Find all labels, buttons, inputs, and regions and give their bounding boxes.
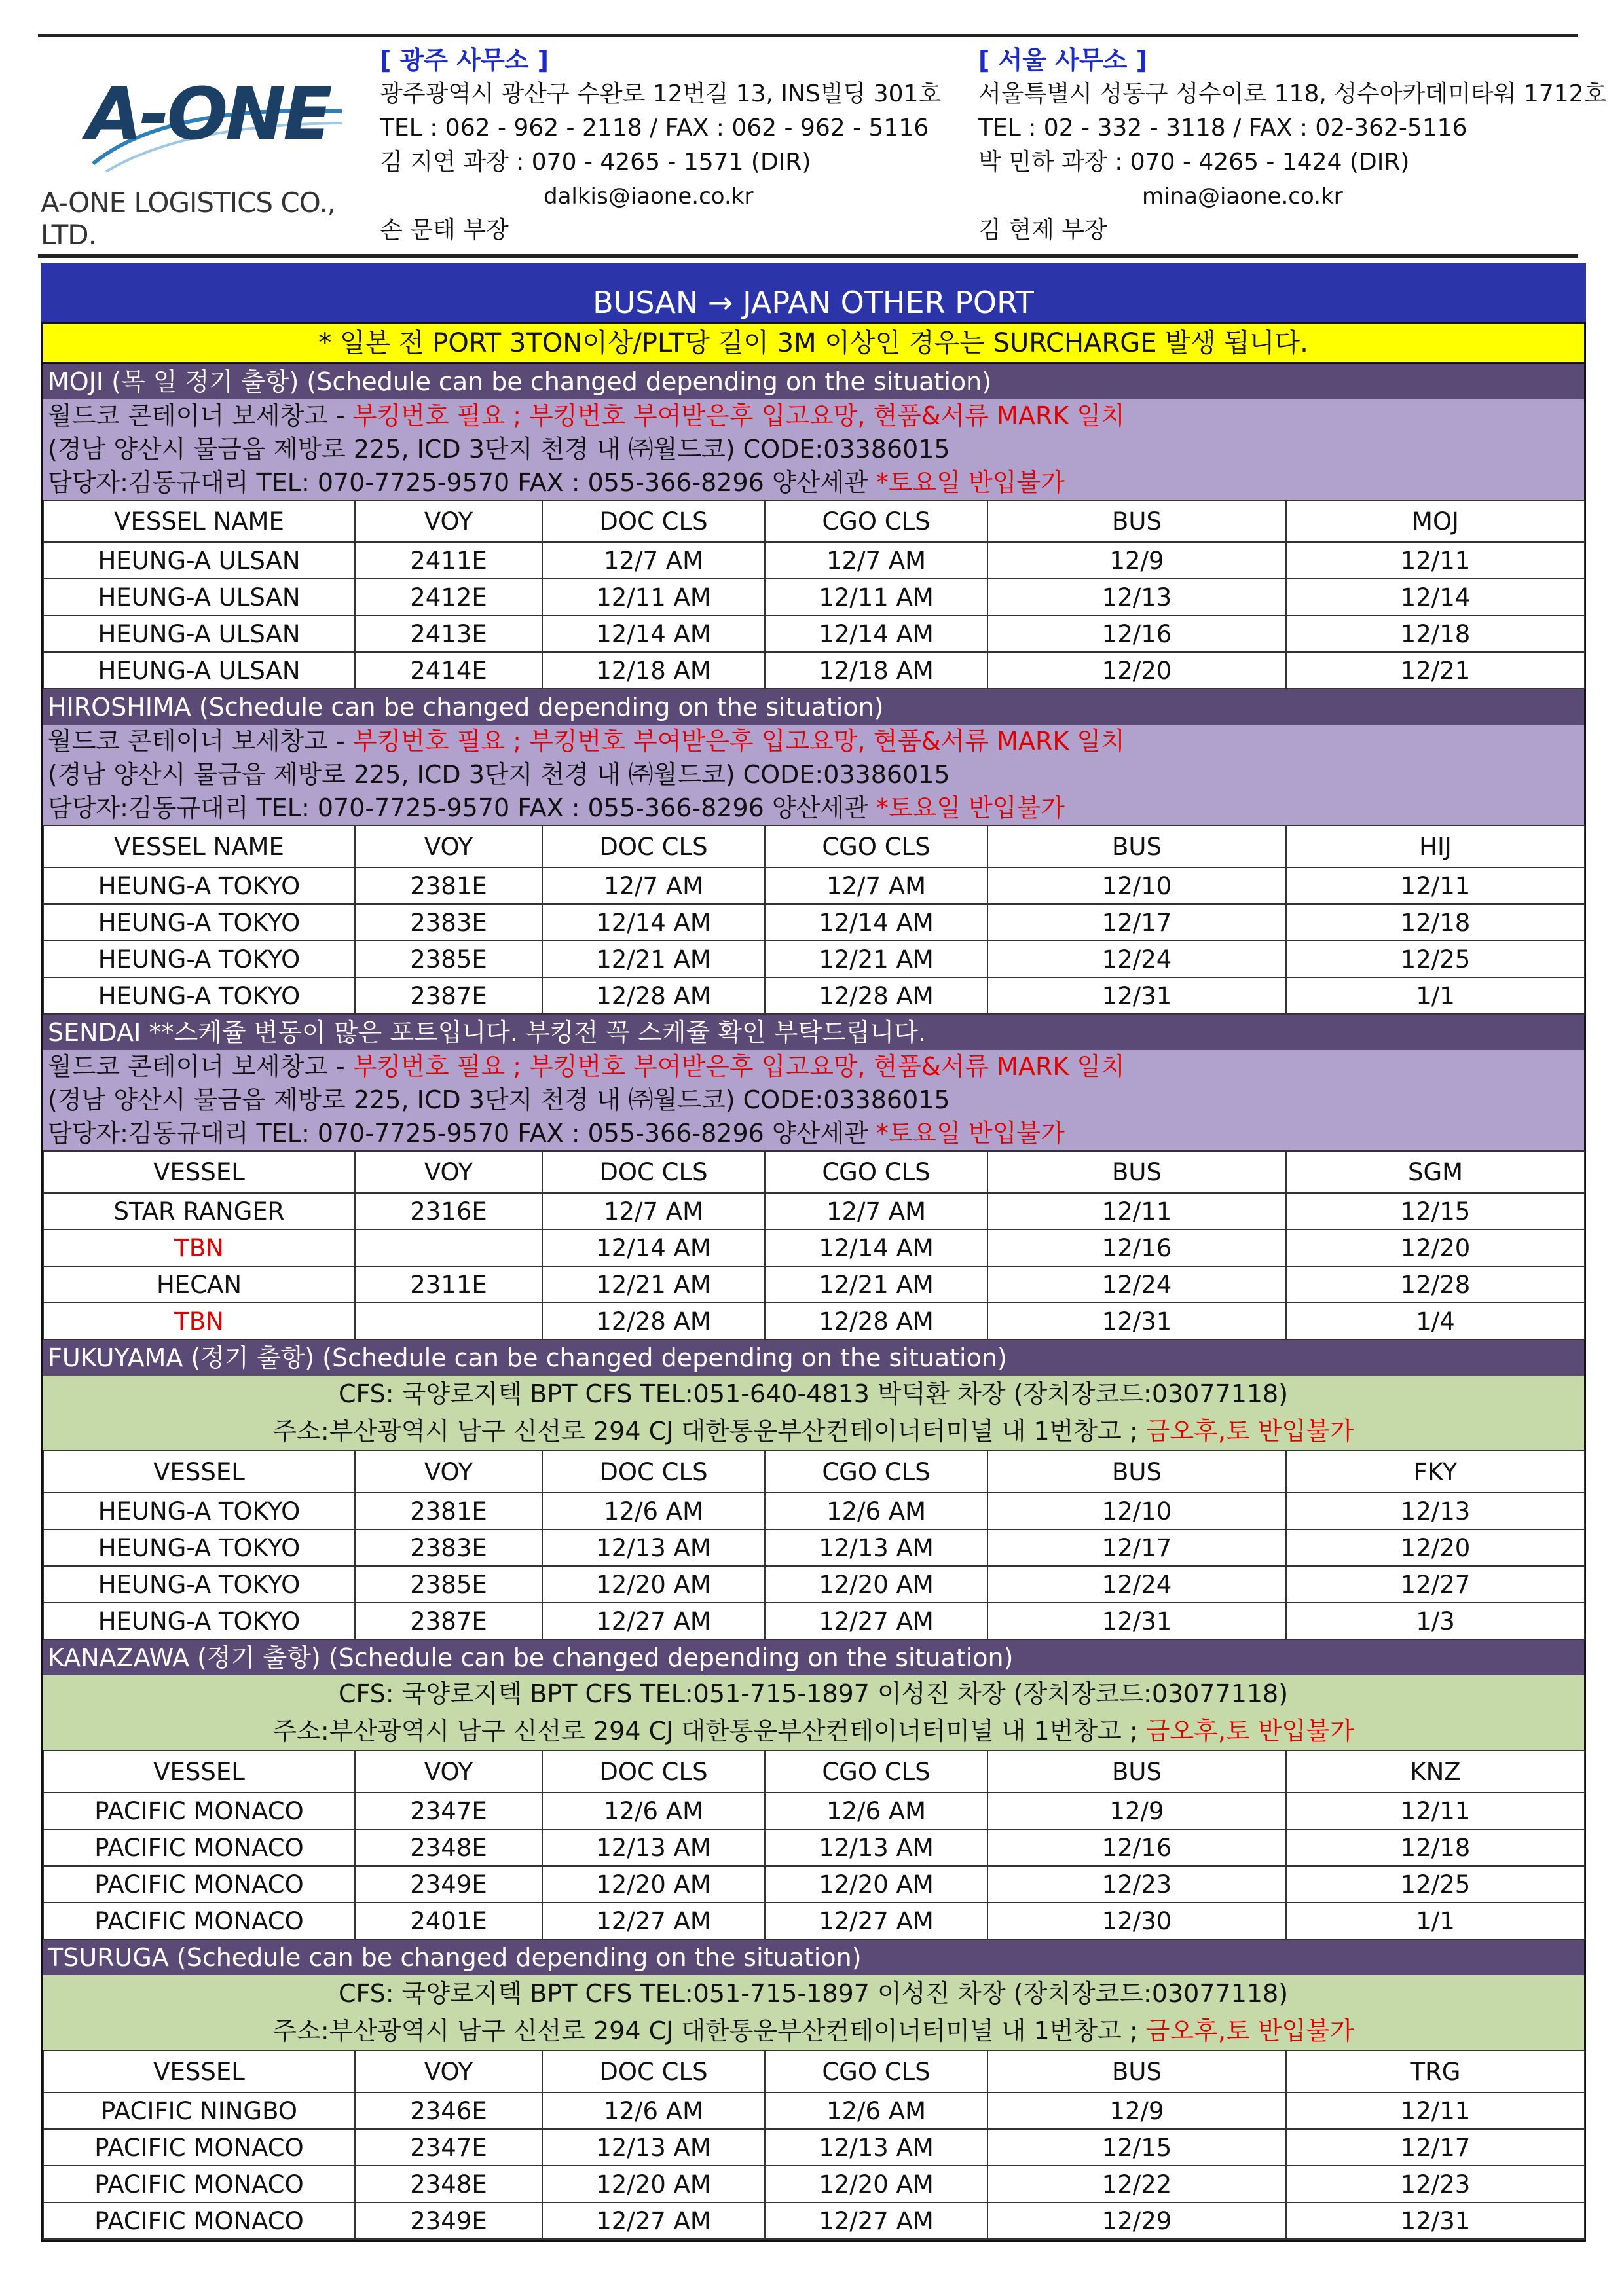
table-row [43,1866,1585,1903]
table-cell: 1/3 [1286,1603,1585,1639]
cfs-address: 주소:부산광역시 남구 신선로 294 CJ 대한통운부산컨테이너터미널 내 1번창고 ; [272,1717,1146,1745]
table-cell: 12/31 [987,1303,1286,1339]
table-header-row [43,826,1585,867]
cfs-info-tsuruga [43,1975,1584,2050]
column-header: VOY [355,1151,542,1193]
table-row [43,615,1585,652]
table-cell: 2383E [355,1529,542,1566]
table-cell: 12/18 [1286,615,1585,652]
column-header: VESSEL [43,1151,355,1193]
table-cell: PACIFIC MONACO [43,1829,355,1866]
table-row [43,579,1585,615]
cfs-saturday-note: *토요일 반입불가 [876,1119,1065,1148]
port-header-fukuyama: FUKUYAMA (정기 출항) (Schedule can be changed depending on the situation) [43,1340,1584,1376]
table-row [43,1603,1585,1639]
table-cell: 12/17 [987,904,1286,941]
table-cell: 12/14 AM [542,1230,765,1266]
table-header-row [43,1751,1585,1793]
table-cell: 1/1 [1286,1903,1585,1939]
table-cell: 2414E [355,652,542,689]
schedule-table-sendai [43,1150,1585,1340]
table-cell: 12/21 AM [765,1266,987,1303]
schedule-warning: **스케쥴 변동이 많은 포트입니다. 부킹전 꼭 스케쥴 확인 부탁드립니다. [149,1018,927,1047]
table-cell: 12/28 AM [542,977,765,1014]
port-header-kanazawa: KANAZAWA (정기 출항) (Schedule can be changed depending on the situation) [43,1640,1584,1675]
cfs-contact: 담당자:김동규대리 TEL: 070-7725-9570 FAX : 055-366-8296 양산세관 [48,1119,876,1148]
table-cell: 12/28 AM [542,1303,765,1339]
table-cell: 2347E [355,2129,542,2166]
table-cell: 12/11 [1286,2092,1585,2129]
column-header: VESSEL [43,1751,355,1793]
cfs-address: 주소:부산광역시 남구 신선로 294 CJ 대한통운부산컨테이너터미널 내 1번창고 ; [272,1417,1146,1446]
column-header: VOY [355,2050,542,2092]
column-header: TRG [1286,2050,1585,2092]
column-header: DOC CLS [542,1151,765,1193]
table-cell: 1/1 [1286,977,1585,1014]
column-header: BUS [987,826,1286,867]
table-cell: 12/17 [1286,2129,1585,2166]
surcharge-notice [43,324,1584,364]
surcharge-notice-text: * 일본 전 PORT 3TON이상/PLT당 길이 3M 이상인 경우는 SURCHARGE 발생 됩니다. [318,328,1308,358]
table-cell: HEUNG-A TOKYO [43,1493,355,1529]
office-address: 광주광역시 광산구 수완로 12번길 13, INS빌딩 301호 [380,81,942,107]
table-cell: 12/28 AM [765,977,987,1014]
table-cell: 12/29 [987,2202,1286,2239]
table-cell: PACIFIC MONACO [43,2166,355,2202]
table-cell: 12/9 [987,542,1286,579]
table-cell: 2387E [355,977,542,1014]
top-rule [38,34,1578,37]
office-tel-fax: TEL : 02 - 332 - 3118 / FAX : 02-362-5116 [978,115,1467,141]
office-email[interactable]: mina@iaone.co.kr [1142,183,1343,210]
table-cell: 2348E [355,1829,542,1866]
cfs-info-moji [43,399,1584,500]
table-row [43,1829,1585,1866]
table-cell: 2349E [355,1866,542,1903]
column-header: DOC CLS [542,826,765,867]
table-header-row [43,2050,1585,2092]
logo-mark: A-ONE [86,72,330,156]
cfs-line: CFS: 국양로지텍 BPT CFS TEL:051-715-1897 이성진 차장 (장치장코드:03077118) [338,1979,1289,2008]
cfs-booking-note: 부킹번호 필요 ; 부킹번호 부여받은후 입고요망, 현품&서류 MARK 일치 [352,1052,1125,1081]
cfs-contact: 담당자:김동규대리 TEL: 070-7725-9570 FAX : 055-366-8296 양산세관 [48,793,876,822]
table-cell: 12/6 AM [765,2092,987,2129]
table-cell: 12/14 AM [765,904,987,941]
cfs-booking-note: 부킹번호 필요 ; 부킹번호 부여받은후 입고요망, 현품&서류 MARK 일치 [352,401,1125,430]
table-cell: PACIFIC MONACO [43,1793,355,1829]
table-cell: 12/18 [1286,1829,1585,1866]
column-header: CGO CLS [765,826,987,867]
table-cell: 2349E [355,2202,542,2239]
cfs-warehouse: 월드코 콘테이너 보세창고 - [48,727,353,756]
table-cell: 12/13 AM [765,1829,987,1866]
table-cell: 12/18 AM [542,652,765,689]
route-banner: BUSAN → JAPAN OTHER PORT [41,263,1586,322]
table-cell: 12/21 AM [542,1266,765,1303]
cfs-info-hiroshima [43,725,1584,825]
table-cell: 12/17 [987,1529,1286,1566]
column-header: BUS [987,1751,1286,1793]
table-cell: 12/13 AM [542,1529,765,1566]
office-contact: 박 민하 과장 : 070 - 4265 - 1424 (DIR) [978,149,1410,175]
table-cell: 12/20 AM [542,1566,765,1603]
cfs-warehouse: 월드코 콘테이너 보세창고 - [48,401,353,430]
column-header: BUS [987,1151,1286,1193]
table-cell: 12/27 [1286,1566,1585,1603]
table-cell: 12/21 AM [765,941,987,977]
seoul-office [978,43,1606,247]
office-address: 서울특별시 성동구 성수이로 118, 성수아카데미타워 1712호 [978,81,1607,107]
column-header: CGO CLS [765,1751,987,1793]
table-cell: TBN [43,1230,355,1266]
cfs-info-kanazawa [43,1675,1584,1750]
table-row [43,1903,1585,1939]
header-rule [38,254,1578,258]
table-cell: 12/13 [1286,1493,1585,1529]
table-row [43,1493,1585,1529]
table-cell: 12/20 [987,652,1286,689]
table-cell: HECAN [43,1266,355,1303]
port-name: SENDAI [48,1018,149,1047]
table-cell: 12/14 AM [765,615,987,652]
table-cell: 12/31 [1286,2202,1585,2239]
column-header: CGO CLS [765,2050,987,2092]
cfs-restriction-note: 금오후,토 반입불가 [1145,1417,1354,1446]
cfs-warehouse: 월드코 콘테이너 보세창고 - [48,1052,353,1081]
cfs-info-sendai [43,1050,1584,1150]
column-header: VESSEL NAME [43,500,355,542]
table-cell: 12/13 AM [542,2129,765,2166]
table-cell: 12/16 [987,1829,1286,1866]
table-cell: 2385E [355,1566,542,1603]
table-cell: 1/4 [1286,1303,1585,1339]
table-cell: 12/11 [1286,1793,1585,1829]
table-cell: HEUNG-A ULSAN [43,652,355,689]
table-row [43,941,1585,977]
table-row [43,652,1585,689]
cfs-address: (경남 양산시 물금읍 제방로 225, ICD 3단지 천경 내 ㈜월드코) CODE:03386015 [48,435,950,464]
column-header: BUS [987,2050,1286,2092]
schedule-table-moji [43,500,1585,689]
table-header-row [43,1451,1585,1493]
table-row [43,1303,1585,1339]
table-cell: 12/11 [1286,542,1585,579]
table-cell: 2346E [355,2092,542,2129]
table-cell: 12/7 AM [542,542,765,579]
table-cell: 12/24 [987,1266,1286,1303]
cfs-address: (경남 양산시 물금읍 제방로 225, ICD 3단지 천경 내 ㈜월드코) CODE:03386015 [48,760,950,789]
table-cell: TBN [43,1303,355,1339]
table-cell: 12/13 [987,579,1286,615]
cfs-address: (경남 양산시 물금읍 제방로 225, ICD 3단지 천경 내 ㈜월드코) CODE:03386015 [48,1085,950,1114]
table-cell: PACIFIC MONACO [43,2202,355,2239]
column-header: VESSEL [43,2050,355,2092]
column-header: HIJ [1286,826,1585,867]
column-header: CGO CLS [765,500,987,542]
table-row [43,1793,1585,1829]
table-cell: 12/14 AM [542,904,765,941]
cfs-booking-note: 부킹번호 필요 ; 부킹번호 부여받은후 입고요망, 현품&서류 MARK 일치 [352,727,1125,756]
table-header-row [43,1151,1585,1193]
table-cell: 12/9 [987,1793,1286,1829]
table-cell: 2347E [355,1793,542,1829]
table-cell: 12/20 [1286,1230,1585,1266]
port-header-moji: MOJI (목 일 정기 출항) (Schedule can be changed depending on the situation) [43,364,1584,399]
schedule-table-fukuyama [43,1450,1585,1640]
column-header: VOY [355,826,542,867]
column-header: VOY [355,1751,542,1793]
table-cell [355,1230,542,1266]
column-header: DOC CLS [542,2050,765,2092]
table-row [43,1529,1585,1566]
port-header-sendai [43,1015,1584,1050]
table-cell: 12/9 [987,2092,1286,2129]
table-cell: 12/18 [1286,904,1585,941]
table-cell: 12/28 AM [765,1303,987,1339]
table-cell: 12/16 [987,615,1286,652]
table-row [43,1566,1585,1603]
cfs-saturday-note: *토요일 반입불가 [876,468,1065,497]
table-cell: PACIFIC NINGBO [43,2092,355,2129]
table-cell: PACIFIC MONACO [43,1903,355,1939]
port-header-tsuruga: TSURUGA (Schedule can be changed depending on the situation) [43,1940,1584,1975]
table-cell: 12/24 [987,1566,1286,1603]
table-header-row [43,500,1585,542]
gwangju-office [380,43,941,247]
table-cell: 12/14 AM [542,615,765,652]
table-cell: 12/20 AM [765,1566,987,1603]
table-cell: 12/15 [1286,1193,1585,1230]
table-cell: 12/13 AM [542,1829,765,1866]
table-cell [355,1303,542,1339]
table-cell: 12/21 AM [542,941,765,977]
table-cell: 12/27 AM [542,2202,765,2239]
table-cell: 12/6 AM [542,1493,765,1529]
table-cell: 2411E [355,542,542,579]
table-cell: 12/7 AM [542,867,765,904]
table-cell: 12/6 AM [542,2092,765,2129]
table-cell: 12/25 [1286,1866,1585,1903]
table-cell: 2348E [355,2166,542,2202]
table-cell: 12/11 AM [542,579,765,615]
schedule-table-tsuruga [43,2050,1585,2240]
table-cell: HEUNG-A ULSAN [43,579,355,615]
table-row [43,1266,1585,1303]
table-cell: 12/28 [1286,1266,1585,1303]
table-cell: 12/15 [987,2129,1286,2166]
table-cell: 12/18 AM [765,652,987,689]
table-cell: 12/23 [1286,2166,1585,2202]
table-cell: HEUNG-A ULSAN [43,542,355,579]
table-cell: 2311E [355,1266,542,1303]
office-manager: 김 현제 부장 [978,217,1107,244]
table-cell: HEUNG-A TOKYO [43,904,355,941]
column-header: FKY [1286,1451,1585,1493]
table-cell: 12/7 AM [765,867,987,904]
column-header: VESSEL [43,1451,355,1493]
column-header: BUS [987,500,1286,542]
cfs-address: 주소:부산광역시 남구 신선로 294 CJ 대한통운부산컨테이너터미널 내 1번창고 ; [272,2016,1146,2045]
column-header: SGM [1286,1151,1585,1193]
table-cell: 12/27 AM [765,1903,987,1939]
column-header: DOC CLS [542,500,765,542]
table-row [43,2202,1585,2239]
table-cell: HEUNG-A TOKYO [43,1566,355,1603]
company-logo [41,72,355,251]
column-header: VOY [355,500,542,542]
table-cell: 2387E [355,1603,542,1639]
column-header: VESSEL NAME [43,826,355,867]
table-row [43,2166,1585,2202]
table-cell: HEUNG-A TOKYO [43,977,355,1014]
schedule-sheet [41,322,1586,2242]
table-cell: 12/13 AM [765,1529,987,1566]
table-cell: 2401E [355,1903,542,1939]
table-row [43,542,1585,579]
column-header: VOY [355,1451,542,1493]
cfs-info-fukuyama [43,1376,1584,1450]
table-row [43,977,1585,1014]
table-cell: HEUNG-A ULSAN [43,615,355,652]
table-cell: 12/6 AM [765,1793,987,1829]
table-row [43,1193,1585,1230]
office-tel-fax: TEL : 062 - 962 - 2118 / FAX : 062 - 962 - 5116 [380,115,929,141]
table-cell: HEUNG-A TOKYO [43,1603,355,1639]
table-cell: 12/6 AM [765,1493,987,1529]
cfs-line: CFS: 국양로지텍 BPT CFS TEL:051-715-1897 이성진 차장 (장치장코드:03077118) [338,1679,1289,1708]
office-title: [ 서울 사무소 ] [978,46,1147,75]
table-cell: 12/22 [987,2166,1286,2202]
cfs-contact: 담당자:김동규대리 TEL: 070-7725-9570 FAX : 055-366-8296 양산세관 [48,468,876,497]
table-cell: 12/10 [987,867,1286,904]
office-title: [ 광주 사무소 ] [380,46,549,75]
column-header: CGO CLS [765,1151,987,1193]
column-header: DOC CLS [542,1451,765,1493]
table-cell: 2385E [355,941,542,977]
table-cell: 12/20 [1286,1529,1585,1566]
table-row [43,2092,1585,2129]
table-cell: 12/20 AM [765,2166,987,2202]
table-cell: 12/20 AM [542,2166,765,2202]
table-cell: PACIFIC MONACO [43,1866,355,1903]
table-cell: HEUNG-A TOKYO [43,941,355,977]
table-cell: 12/31 [987,977,1286,1014]
table-row [43,867,1585,904]
table-cell: 12/14 AM [765,1230,987,1266]
table-cell: 2383E [355,904,542,941]
table-cell: 12/27 AM [765,2202,987,2239]
table-cell: 12/20 AM [765,1866,987,1903]
table-cell: 12/21 [1286,652,1585,689]
office-email[interactable]: dalkis@iaone.co.kr [544,183,754,210]
column-header: BUS [987,1451,1286,1493]
table-cell: 12/6 AM [542,1793,765,1829]
table-row [43,2129,1585,2166]
table-cell: 12/11 AM [765,579,987,615]
table-cell: 12/27 AM [542,1903,765,1939]
cfs-restriction-note: 금오후,토 반입불가 [1145,1717,1354,1745]
column-header: DOC CLS [542,1751,765,1793]
table-cell: 12/16 [987,1230,1286,1266]
cfs-line: CFS: 국양로지텍 BPT CFS TEL:051-640-4813 박덕환 차장 (장치장코드:03077118) [338,1379,1289,1408]
column-header: KNZ [1286,1751,1585,1793]
table-cell: 12/11 [1286,867,1585,904]
table-cell: 12/10 [987,1493,1286,1529]
table-cell: PACIFIC MONACO [43,2129,355,2166]
table-cell: 2381E [355,1493,542,1529]
table-cell: 12/7 AM [765,542,987,579]
column-header: CGO CLS [765,1451,987,1493]
table-cell: HEUNG-A TOKYO [43,867,355,904]
cfs-saturday-note: *토요일 반입불가 [876,793,1065,822]
table-cell: 2413E [355,615,542,652]
cfs-restriction-note: 금오후,토 반입불가 [1145,2016,1354,2045]
table-cell: 2412E [355,579,542,615]
column-header: MOJ [1286,500,1585,542]
table-cell: 12/23 [987,1866,1286,1903]
table-cell: 12/7 AM [765,1193,987,1230]
schedule-table-hiroshima [43,825,1585,1015]
table-cell: 12/27 AM [765,1603,987,1639]
table-cell: 2381E [355,867,542,904]
schedule-table-kanazawa [43,1750,1585,1940]
logo-company-name: A-ONE LOGISTICS CO., LTD. [41,187,335,251]
table-row [43,904,1585,941]
table-cell: 12/20 AM [542,1866,765,1903]
table-row [43,1230,1585,1266]
table-cell: 12/30 [987,1903,1286,1939]
table-cell: 12/11 [987,1193,1286,1230]
office-manager: 손 문태 부장 [380,217,509,244]
table-cell: 2316E [355,1193,542,1230]
table-cell: 12/14 [1286,579,1585,615]
table-cell: HEUNG-A TOKYO [43,1529,355,1566]
table-cell: 12/31 [987,1603,1286,1639]
table-cell: 12/25 [1286,941,1585,977]
table-cell: 12/24 [987,941,1286,977]
table-cell: 12/27 AM [542,1603,765,1639]
office-contact: 김 지연 과장 : 070 - 4265 - 1571 (DIR) [380,149,811,175]
table-cell: STAR RANGER [43,1193,355,1230]
table-cell: 12/7 AM [542,1193,765,1230]
table-cell: 12/13 AM [765,2129,987,2166]
port-header-hiroshima: HIROSHIMA (Schedule can be changed depending on the situation) [43,689,1584,725]
